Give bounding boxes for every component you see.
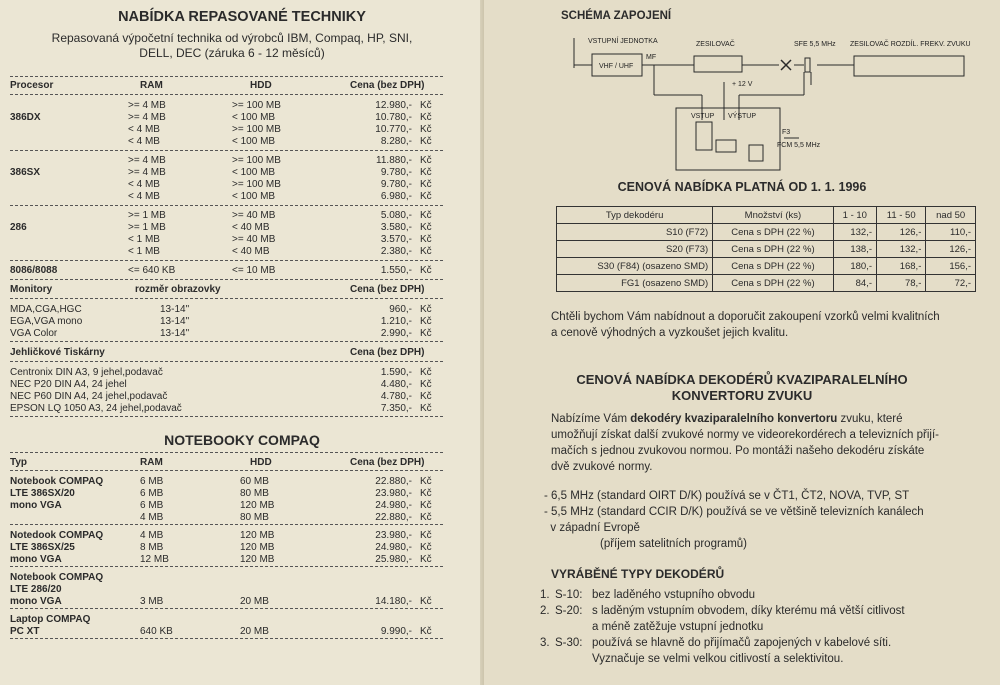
dashed-separator [10, 76, 443, 77]
table-cell: Cena s DPH (22 %) [713, 241, 833, 258]
table-row [0, 554, 484, 566]
description-fragment: dvě zvukové normy. [551, 461, 653, 473]
table-row [0, 265, 484, 277]
table-cell: 126,- [926, 241, 976, 258]
price-value: 14.180,- [375, 596, 412, 607]
label-vstup: VSTUP [691, 113, 715, 120]
table-row [0, 530, 484, 542]
hdd-value: 120 MB [240, 554, 275, 565]
table-row [0, 542, 484, 554]
notebook-name: mono VGA [10, 554, 62, 565]
table-header [0, 284, 484, 296]
header-cell: 1 - 10 [833, 207, 876, 224]
ram-value: 6 MB [140, 488, 164, 499]
dashed-separator [10, 361, 443, 362]
notebook-name: LTE 386SX/25 [10, 542, 75, 553]
dashed-separator [10, 205, 443, 206]
currency: Kč [420, 530, 432, 541]
subtitle-line-1: Repasovaná výpočetní technika od výrobců IBM, Compaq, HP, SNI, [51, 31, 413, 45]
header-cell: 11 - 50 [877, 207, 926, 224]
label-vystup: VÝSTUP [728, 113, 757, 120]
ram-value: < 1 MB [128, 246, 160, 257]
label-vstupni: VSTUPNÍ JEDNOTKA [588, 38, 658, 45]
currency: Kč [420, 476, 432, 487]
price-value: 3.570,- [380, 234, 412, 245]
dashed-separator [10, 416, 443, 417]
price-value: 22.880,- [375, 512, 412, 523]
page-title: NABÍDKA REPASOVANÉ TECHNIKY [118, 9, 366, 25]
price-value: 1.210,- [380, 316, 412, 327]
processor-label: 286 [10, 222, 27, 233]
dashed-separator [10, 279, 443, 280]
left-page [0, 0, 484, 685]
price-table-title: CENOVÁ NABÍDKA PLATNÁ OD 1. 1. 1996 [617, 180, 867, 194]
description-fragment: Nabízíme Vám [551, 413, 631, 425]
table-cell: 72,- [926, 275, 976, 292]
monitor-name: MDA,CGA,HGC [10, 304, 82, 315]
processor-label: 8086/8088 [10, 265, 58, 276]
col-price: Cena (bez DPH) [350, 347, 425, 358]
ram-value: >= 4 MB [128, 112, 166, 123]
table-header [0, 347, 484, 359]
table-row [557, 224, 976, 241]
printer-name: NEC P60 DIN A4, 24 jehel,podavač [10, 391, 168, 402]
printer-name: EPSON LQ 1050 A3, 24 jehel,podavač [10, 403, 182, 414]
hdd-value: < 40 MB [232, 222, 270, 233]
col-hdd: HDD [250, 457, 272, 468]
subtitle-line-2: DELL, DEC (záruka 6 - 12 měsíců) [139, 46, 325, 60]
hdd-value: 120 MB [240, 530, 275, 541]
table-row [0, 488, 484, 500]
table-cell: Cena s DPH (22 %) [713, 258, 833, 275]
ram-value: 8 MB [140, 542, 164, 553]
offer-paragraph-line-1: Chtěli bychom Vám nabídnout a doporučit zakoupení vzorků velmi kvalitních [551, 311, 940, 323]
hdd-value: >= 100 MB [232, 155, 281, 166]
hdd-value: 60 MB [240, 476, 269, 487]
col-price: Cena (bez DPH) [350, 457, 425, 468]
hdd-value: < 100 MB [232, 191, 276, 202]
ram-value: >= 1 MB [128, 222, 166, 233]
currency: Kč [420, 542, 432, 553]
price-value: 10.770,- [375, 124, 412, 135]
dashed-separator [10, 470, 443, 471]
table-row [0, 191, 484, 203]
table-row [0, 246, 484, 258]
notebooks-title: NOTEBOOKY COMPAQ [164, 432, 320, 448]
price-value: 9.780,- [380, 179, 412, 190]
description-fragment: zvuku, které [837, 413, 903, 425]
printer-name: NEC P20 DIN A4, 24 jehel [10, 379, 127, 390]
wiring-diagram [484, 0, 1000, 190]
monitor-size: 13-14" [160, 304, 190, 315]
processor-label: 386DX [10, 112, 41, 123]
price-value: 4.480,- [380, 379, 412, 390]
dashed-separator [10, 452, 443, 453]
price-value: 24.980,- [375, 500, 412, 511]
bullet-line: - 5,5 MHz (standard CCIR D/K) používá se ve většině televizních kanálech [544, 506, 924, 518]
hdd-value: <= 10 MB [232, 265, 276, 276]
ram-value: 3 MB [140, 596, 164, 607]
currency: Kč [420, 391, 432, 402]
col-printers: Jehličkové Tiskárny [10, 347, 105, 358]
table-row [0, 304, 484, 316]
price-value: 9.990,- [380, 626, 412, 637]
type-number: 3. [540, 637, 550, 649]
price-value: 7.350,- [380, 403, 412, 414]
bullet-line: - 6,5 MHz (standard OIRT D/K) používá se v ČT1, ČT2, NOVA, TVP, ST [544, 490, 910, 502]
currency: Kč [420, 403, 432, 414]
schema-title: SCHÉMA ZAPOJENÍ [561, 10, 672, 22]
table-row [0, 403, 484, 415]
currency: Kč [420, 210, 432, 221]
ram-value: < 4 MB [128, 179, 160, 190]
ram-value: >= 4 MB [128, 155, 166, 166]
table-row [0, 328, 484, 340]
table-row [557, 275, 976, 292]
table-cell: 168,- [877, 258, 926, 275]
table-cell: Cena s DPH (22 %) [713, 275, 833, 292]
type-description: s laděným vstupním obvodem, díky kterému má větší citlivost [592, 605, 905, 617]
amplifier-block [694, 56, 742, 72]
monitor-size: 13-14" [160, 316, 190, 327]
table-row [0, 316, 484, 328]
table-row [0, 124, 484, 136]
col-hdd: HDD [250, 80, 272, 91]
price-value: 9.780,- [380, 167, 412, 178]
table-row [0, 512, 484, 524]
price-value: 2.990,- [380, 328, 412, 339]
table-cell: 138,- [833, 241, 876, 258]
ram-value: < 4 MB [128, 136, 160, 147]
price-value: 8.280,- [380, 136, 412, 147]
bullet-line: (příjem satelitních programů) [600, 538, 747, 550]
hdd-value: >= 40 MB [232, 210, 276, 221]
currency: Kč [420, 554, 432, 565]
table-header [0, 80, 484, 92]
currency: Kč [420, 155, 432, 166]
notebook-name: LTE 386SX/20 [10, 488, 75, 499]
dashed-separator [10, 298, 443, 299]
price-value: 5.080,- [380, 210, 412, 221]
monitor-name: VGA Color [10, 328, 58, 339]
description-line [551, 444, 924, 460]
col-ram: RAM [140, 457, 163, 468]
hdd-value: 20 MB [240, 596, 269, 607]
table-cell: S10 (F72) [557, 224, 713, 241]
table-cell: FG1 (osazeno SMD) [557, 275, 713, 292]
hdd-value: 120 MB [240, 542, 275, 553]
currency: Kč [420, 316, 432, 327]
table-cell: 132,- [877, 241, 926, 258]
price-value: 11.880,- [376, 155, 412, 166]
notebook-name: mono VGA [10, 596, 62, 607]
price-value: 3.580,- [380, 222, 412, 233]
currency: Kč [420, 512, 432, 523]
label-zesilovac2: ZESILOVAČ ROZDÍL. FREKV. ZVUKU [850, 41, 971, 48]
currency: Kč [420, 112, 432, 123]
table-cell: 110,- [926, 224, 976, 241]
sound-amp-block [854, 56, 964, 76]
table-cell: 78,- [877, 275, 926, 292]
description-line [551, 428, 939, 444]
header-cell: Množství (ks) [713, 207, 833, 224]
table-row [0, 100, 484, 112]
price-value: 6.980,- [380, 191, 412, 202]
notebook-name: mono VGA [10, 500, 62, 511]
ram-value: >= 4 MB [128, 100, 166, 111]
table-row [557, 258, 976, 275]
price-value: 1.550,- [380, 265, 412, 276]
notebook-name: Laptop COMPAQ [10, 614, 91, 625]
table-row [0, 379, 484, 391]
ram-value: 4 MB [140, 512, 164, 523]
ram-value: < 4 MB [128, 124, 160, 135]
hdd-value: 20 MB [240, 626, 269, 637]
label-mf: MF [646, 54, 657, 61]
label-zesilovac: ZESILOVAČ [696, 41, 735, 48]
notebook-name: Notebook COMPAQ [10, 572, 104, 583]
monitor-size: 13-14" [160, 328, 190, 339]
currency: Kč [420, 328, 432, 339]
table-row [0, 234, 484, 246]
table-cell: Cena s DPH (22 %) [713, 224, 833, 241]
table-row [0, 476, 484, 488]
table-row [557, 241, 976, 258]
col-price: Cena (bez DPH) [350, 284, 425, 295]
table-cell: 156,- [926, 258, 976, 275]
price-value: 25.980,- [375, 554, 412, 565]
currency: Kč [420, 626, 432, 637]
col-monitors: Monitory [10, 284, 53, 295]
table-row [0, 136, 484, 148]
ram-value: >= 1 MB [128, 210, 166, 221]
currency: Kč [420, 167, 432, 178]
table-row [0, 614, 484, 626]
table-cell: S30 (F84) (osazeno SMD) [557, 258, 713, 275]
label-plus12: + 12 V [732, 81, 753, 88]
currency: Kč [420, 234, 432, 245]
description-fragment: mačích s jednou zvukovou normou. Po montáži našeho dekodéru získáte [551, 445, 925, 457]
table-row [0, 112, 484, 124]
dashed-separator [10, 341, 443, 342]
right-page [484, 0, 1000, 685]
col-price: Cena (bez DPH) [350, 80, 425, 91]
hdd-value: 80 MB [240, 488, 269, 499]
price-value: 23.980,- [375, 530, 412, 541]
hdd-value: >= 100 MB [232, 124, 281, 135]
header-cell: Typ dekodéru [557, 207, 713, 224]
notebook-name: LTE 286/20 [10, 584, 62, 595]
table-row [0, 367, 484, 379]
dashed-separator [10, 524, 443, 525]
table-cell: 84,- [833, 275, 876, 292]
currency: Kč [420, 100, 432, 111]
price-value: 22.880,- [375, 476, 412, 487]
currency: Kč [420, 488, 432, 499]
type-description: bez laděného vstupního obvodu [592, 589, 756, 601]
currency: Kč [420, 222, 432, 233]
table-row [0, 596, 484, 608]
currency: Kč [420, 136, 432, 147]
table-row [0, 210, 484, 222]
ram-value: 6 MB [140, 500, 164, 511]
label-sfe: SFE 5,5 MHz [794, 41, 836, 48]
hdd-value: < 40 MB [232, 246, 270, 257]
currency: Kč [420, 500, 432, 511]
currency: Kč [420, 379, 432, 390]
table-row [0, 167, 484, 179]
price-value: 12.980,- [375, 100, 412, 111]
currency: Kč [420, 246, 432, 257]
table-row [0, 500, 484, 512]
printer-name: Centronix DIN A3, 9 jehel,podavač [10, 367, 163, 378]
price-value: 24.980,- [375, 542, 412, 553]
dashed-separator [10, 150, 443, 151]
table-cell: 132,- [833, 224, 876, 241]
table-cell: 126,- [877, 224, 926, 241]
currency: Kč [420, 191, 432, 202]
hdd-value: >= 100 MB [232, 100, 281, 111]
price-value: 960,- [389, 304, 412, 315]
type-number: 2. [540, 605, 550, 617]
currency: Kč [420, 367, 432, 378]
type-code: S-20: [555, 605, 583, 617]
col-processor: Procesor [10, 80, 54, 91]
currency: Kč [420, 304, 432, 315]
currency: Kč [420, 124, 432, 135]
table-row [0, 626, 484, 638]
description-line [551, 412, 903, 428]
ram-value: <= 640 KB [128, 265, 176, 276]
type-code: S-10: [555, 589, 583, 601]
notebook-name: Notedook COMPAQ [10, 530, 104, 541]
dashed-separator [10, 260, 443, 261]
dashed-separator [10, 638, 443, 639]
description-line [551, 460, 652, 476]
decoder-offer-title-1: CENOVÁ NABÍDKA DEKODÉRŮ KVAZIPARALELNÍHO [576, 372, 908, 387]
table-row [0, 222, 484, 234]
table-row [0, 584, 484, 596]
table-cell: S20 (F73) [557, 241, 713, 258]
ram-value: < 4 MB [128, 191, 160, 202]
offer-paragraph-line-2: a cenově výhodných a vyzkoušet jejich kvalitu. [551, 327, 789, 339]
col-type: Typ [10, 457, 28, 468]
ram-value: 12 MB [140, 554, 169, 565]
hdd-value: < 100 MB [232, 136, 276, 147]
bullet-line: v západní Evropě [544, 522, 640, 534]
label-f3: F3 [782, 129, 791, 136]
table-header [0, 457, 484, 469]
ram-value: 640 KB [140, 626, 173, 637]
col-screen-size: rozměr obrazovky [135, 284, 221, 295]
table-row [0, 155, 484, 167]
ram-value: >= 4 MB [128, 167, 166, 178]
hdd-value: 120 MB [240, 500, 275, 511]
hdd-value: < 100 MB [232, 112, 276, 123]
hdd-value: 80 MB [240, 512, 269, 523]
type-description: používá se hlavně do přijímačů zapojených v kabelové síti. [592, 637, 892, 649]
type-description: Vyznačuje se velmi velkou citlivostí a selektivitou. [592, 653, 844, 665]
price-value: 23.980,- [375, 488, 412, 499]
dashed-separator [10, 608, 443, 609]
description-fragment: dekodéry kvaziparalelního konvertoru [630, 413, 838, 425]
header-cell: nad 50 [926, 207, 976, 224]
types-title: VYRÁBĚNÉ TYPY DEKODÉRŮ [551, 567, 725, 581]
type-code: S-30: [555, 637, 583, 649]
col-ram: RAM [140, 80, 163, 91]
monitor-name: EGA,VGA mono [10, 316, 83, 327]
notebook-name: PC XT [10, 626, 40, 637]
ram-value: 6 MB [140, 476, 164, 487]
processor-label: 386SX [10, 167, 41, 178]
ram-value: 4 MB [140, 530, 164, 541]
label-fcm: FCM 5,5 MHz [777, 142, 821, 149]
decoder-offer-title-2: KONVERTORU ZVUKU [671, 388, 813, 403]
hdd-value: >= 100 MB [232, 179, 281, 190]
price-value: 4.780,- [380, 391, 412, 402]
currency: Kč [420, 265, 432, 276]
currency: Kč [420, 596, 432, 607]
decoder-price-table [556, 206, 976, 292]
dashed-separator [10, 566, 443, 567]
notebook-name: Notebook COMPAQ [10, 476, 104, 487]
ram-value: < 1 MB [128, 234, 160, 245]
table-cell: 180,- [833, 258, 876, 275]
hdd-value: >= 40 MB [232, 234, 276, 245]
description-fragment: umožňují získat další zvukové normy ve videorekordérech a televizních přijí- [551, 429, 939, 441]
dashed-separator [10, 94, 443, 95]
price-value: 10.780,- [375, 112, 412, 123]
table-row [0, 391, 484, 403]
table-row [0, 179, 484, 191]
table-row [0, 572, 484, 584]
price-value: 1.590,- [380, 367, 412, 378]
hdd-value: < 100 MB [232, 167, 276, 178]
price-value: 2.380,- [380, 246, 412, 257]
label-vhf: VHF / UHF [599, 63, 634, 70]
type-description: a méně zatěžuje vstupní jednotku [592, 621, 764, 633]
currency: Kč [420, 179, 432, 190]
type-number: 1. [540, 589, 550, 601]
